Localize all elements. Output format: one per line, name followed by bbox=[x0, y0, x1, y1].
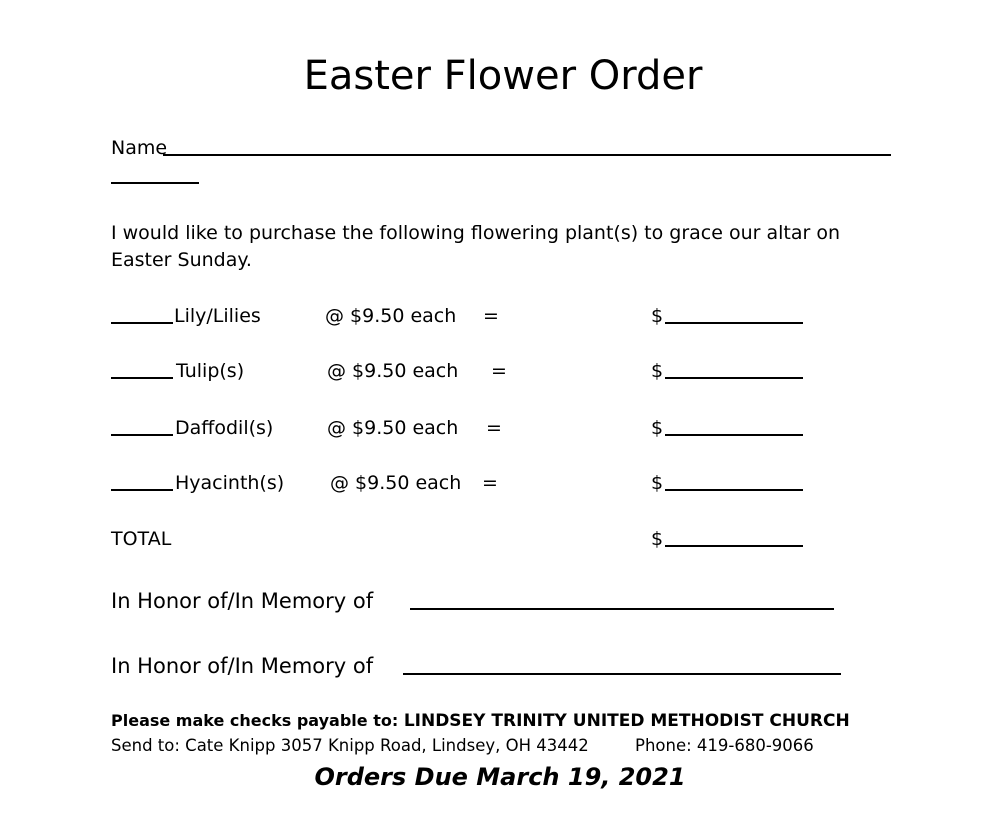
quantity-field-lily[interactable] bbox=[111, 322, 173, 324]
dollar-sign: $ bbox=[651, 417, 664, 439]
quantity-field-tulip[interactable] bbox=[111, 377, 173, 379]
page-title: Easter Flower Order bbox=[303, 53, 703, 99]
total-dollar-sign: $ bbox=[651, 528, 664, 550]
dollar-sign: $ bbox=[651, 305, 664, 327]
amount-field-hyacinth[interactable] bbox=[665, 489, 803, 491]
intro-line-1: I would like to purchase the following flowering plant(s) to grace our altar on bbox=[111, 222, 841, 244]
name-label: Name bbox=[111, 137, 168, 159]
total-amount-field[interactable] bbox=[665, 545, 803, 547]
intro-line-2: Easter Sunday. bbox=[111, 249, 252, 271]
item-name: Lily/Lilies bbox=[174, 305, 261, 327]
amount-field-daffodil[interactable] bbox=[665, 434, 803, 436]
item-name: Tulip(s) bbox=[176, 360, 245, 382]
item-price: @ $9.50 each bbox=[327, 417, 459, 439]
amount-field-lily[interactable] bbox=[665, 322, 803, 324]
payment-instructions bbox=[111, 710, 850, 732]
checks-payee: LINDSEY TRINITY UNITED METHODIST CHURCH bbox=[403, 711, 850, 731]
amount-field-tulip[interactable] bbox=[665, 377, 803, 379]
equals-sign: = bbox=[486, 417, 502, 439]
equals-sign: = bbox=[482, 472, 498, 494]
dollar-sign: $ bbox=[651, 472, 664, 494]
item-price: @ $9.50 each bbox=[325, 305, 457, 327]
total-label: TOTAL bbox=[111, 528, 172, 550]
item-name: Daffodil(s) bbox=[175, 417, 274, 439]
quantity-field-daffodil[interactable] bbox=[111, 434, 173, 436]
honor-memory-label-2: In Honor of/In Memory of bbox=[111, 654, 374, 678]
equals-sign: = bbox=[491, 360, 507, 382]
phone-number: Phone: 419-680-9066 bbox=[635, 736, 814, 755]
name-field-line-continued[interactable] bbox=[111, 182, 199, 184]
dollar-sign: $ bbox=[651, 360, 664, 382]
quantity-field-hyacinth[interactable] bbox=[111, 489, 173, 491]
honor-memory-field-1[interactable] bbox=[410, 608, 834, 610]
equals-sign: = bbox=[483, 305, 499, 327]
orders-due-date: Orders Due March 19, 2021 bbox=[314, 763, 686, 791]
honor-memory-label-1: In Honor of/In Memory of bbox=[111, 589, 374, 613]
honor-memory-field-2[interactable] bbox=[403, 673, 841, 675]
send-to-address: Send to: Cate Knipp 3057 Knipp Road, Lindsey, OH 43442 bbox=[111, 736, 589, 755]
item-price: @ $9.50 each bbox=[330, 472, 462, 494]
name-field-line[interactable] bbox=[163, 154, 891, 156]
item-name: Hyacinth(s) bbox=[175, 472, 285, 494]
item-price: @ $9.50 each bbox=[327, 360, 459, 382]
checks-prefix: Please make checks payable to: bbox=[111, 711, 404, 730]
